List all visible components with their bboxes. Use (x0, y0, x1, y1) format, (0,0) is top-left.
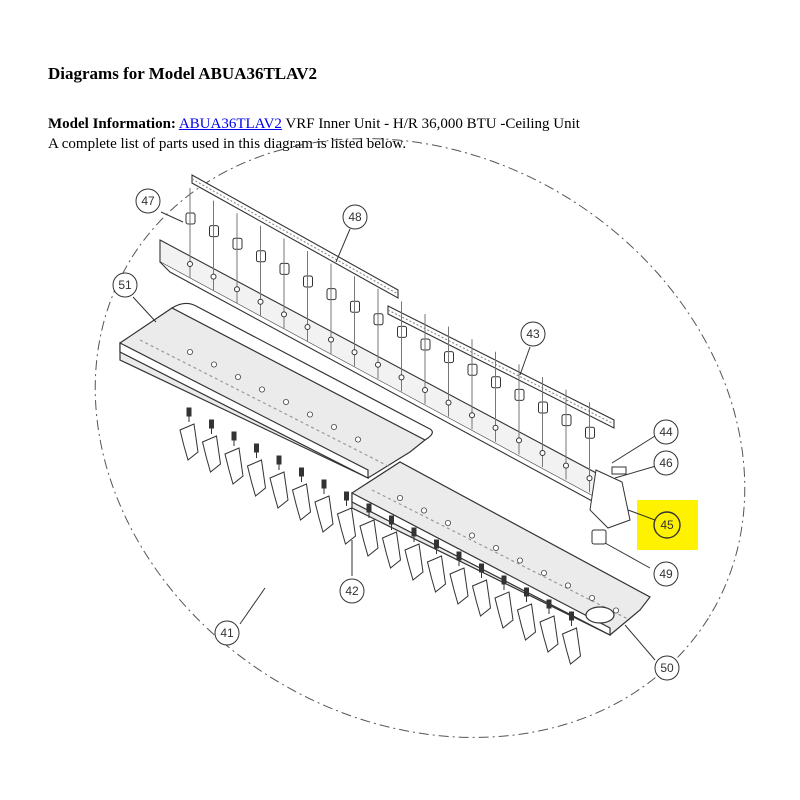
louver-blade (293, 468, 311, 520)
screw-hole (469, 533, 474, 538)
screw-hole (259, 387, 264, 392)
screw-hole (517, 558, 522, 563)
callout-label: 49 (659, 567, 673, 581)
callout-label: 42 (345, 584, 359, 598)
callout-label: 51 (118, 278, 132, 292)
screw-hole (613, 608, 618, 613)
callout-label: 45 (660, 518, 674, 532)
callout-label: 47 (141, 194, 155, 208)
motor-assembly (590, 467, 630, 544)
screw-hole (211, 362, 216, 367)
page-title: Diagrams for Model ABUA36TLAV2 (48, 64, 318, 83)
callout-label: 43 (526, 327, 540, 341)
louver-blade (203, 420, 221, 472)
louver-blade (315, 480, 333, 532)
callout-48[interactable] (343, 205, 367, 229)
model-link[interactable]: ABUA36TLAV2 (178, 116, 282, 132)
screw-hole (307, 412, 312, 417)
parts-note: A complete list of parts used in this diagram is listed below. (48, 136, 407, 152)
callout-label: 44 (659, 425, 673, 439)
model-description: VRF Inner Unit - H/R 36,000 BTU -Ceiling Unit (281, 116, 580, 132)
callout-42[interactable] (340, 579, 364, 603)
model-info-label: Model Information: (48, 116, 176, 132)
louver-blade (270, 456, 288, 508)
screw-hole (355, 437, 360, 442)
assembly-boundary (0, 19, 800, 800)
screw-hole (235, 374, 240, 379)
callout-49[interactable] (654, 562, 678, 586)
screw-hole (187, 349, 192, 354)
screw-hole (421, 508, 426, 513)
screw-hole (589, 595, 594, 600)
callout-47[interactable] (136, 189, 160, 213)
callout-label: 41 (220, 626, 234, 640)
callout-41[interactable] (215, 621, 239, 645)
callout-46[interactable] (654, 451, 678, 475)
louver-blade (180, 408, 198, 460)
callout-50[interactable] (655, 656, 679, 680)
screw-hole (493, 545, 498, 550)
screw-hole (541, 570, 546, 575)
screw-hole (283, 399, 288, 404)
screw-hole (445, 520, 450, 525)
screw-hole (397, 495, 402, 500)
callout-43[interactable] (521, 322, 545, 346)
callout-label: 50 (660, 661, 674, 675)
louver-blade (248, 444, 266, 496)
callout-44[interactable] (654, 420, 678, 444)
callout-51[interactable] (113, 273, 137, 297)
screw-hole (331, 424, 336, 429)
screw-hole (565, 583, 570, 588)
callout-label: 46 (659, 456, 673, 470)
louver-blade (225, 432, 243, 484)
callout-label: 48 (348, 210, 362, 224)
